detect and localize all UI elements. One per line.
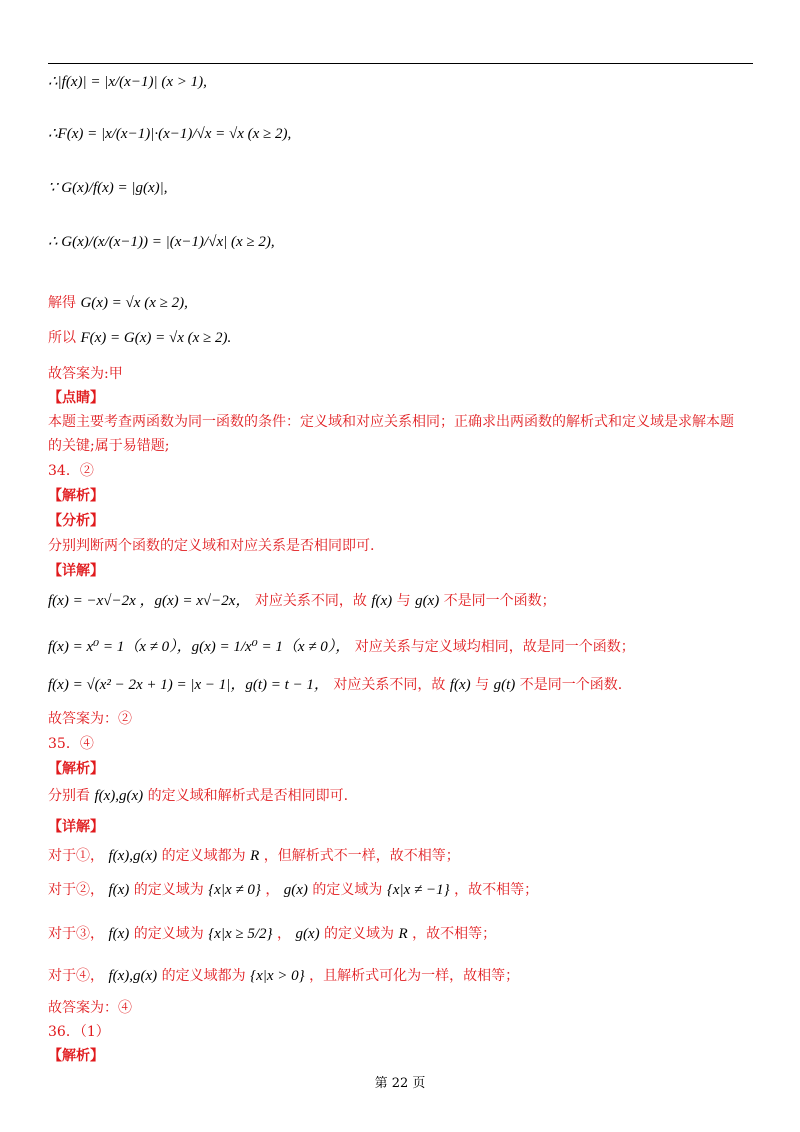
math-line-22 (48, 786, 348, 806)
text-segment: 对于①， (48, 848, 104, 864)
math-line-6 (48, 328, 231, 348)
math-line-3 (48, 178, 168, 198)
math-line-25 (48, 880, 538, 900)
text-segment: 的定义域为 (133, 926, 204, 942)
math-line-5 (48, 293, 188, 313)
text-segment: 的定义域为 (133, 882, 204, 898)
text-segment: 对于④， (48, 968, 104, 984)
text-segment: 所以 (48, 330, 76, 346)
text-segment: 与 (396, 593, 411, 609)
text-segment: ，但解析式不一样，故不相等； (263, 848, 460, 864)
section-heading-xiangjie: 【详解】 (48, 563, 104, 579)
text-segment: 与 (475, 677, 490, 693)
math-expression: {x|x ≠ −1} (386, 882, 450, 898)
text-segment: ，且解析式可化为一样，故相等； (309, 968, 520, 984)
math-expression: F(x) = G(x) = √x (x ≥ 2). (80, 330, 232, 346)
text-segment: 的定义域为 (312, 882, 383, 898)
math-line-27 (48, 966, 519, 986)
page-footer: 第 22 页 (374, 1076, 426, 1091)
text-segment: 的定义域为 (324, 926, 395, 942)
text-segment: 对应关系不同，故 (333, 677, 446, 693)
math-line-24 (48, 846, 460, 866)
math-expression: ∴|f(x)| = |x/(x−1)| (x > 1), (48, 74, 207, 90)
paragraph-line: 本题主要考查两函数为同一函数的条件：定义域和对应关系相同；正确求出两函数的解析式和定义域是求解本题 (48, 414, 734, 430)
math-expression: f(x),g(x) (108, 848, 158, 864)
math-line-4 (48, 232, 275, 252)
text-segment: 的定义域和解析式是否相同即可. (147, 788, 349, 804)
text-segment: 不是同一个函数. (519, 677, 623, 693)
math-expression: ∴F(x) = |x/(x−1)|·(x−1)/√x = √x (x ≥ 2), (48, 126, 292, 142)
math-line-17 (48, 637, 635, 657)
math-line-18 (48, 675, 622, 695)
math-expression: f(x) (449, 677, 471, 693)
section-heading-jiexi: 【解析】 (48, 1048, 104, 1064)
section-heading-jiexi: 【解析】 (48, 761, 104, 777)
paragraph-line: 分别判断两个函数的定义域和对应关系是否相同即可. (48, 538, 375, 554)
math-line-26 (48, 924, 496, 944)
math-expression: f(x) = −x√−2x ，g(x) = x√−2x， (48, 593, 251, 609)
math-expression: g(x) (295, 926, 320, 942)
section-heading-dianjing: 【点睛】 (48, 390, 104, 406)
text-segment: 解得 (48, 295, 76, 311)
text-segment: ，故不相等； (454, 882, 539, 898)
math-expression: f(x) = x⁰ = 1（x ≠ 0），g(x) = 1/x⁰ = 1（x ≠ 0）， (48, 639, 351, 655)
math-expression: g(x) (283, 882, 308, 898)
math-expression: f(x) (108, 882, 130, 898)
math-expression: f(x) = √(x² − 2x + 1) = |x − 1|，g(t) = t − 1， (48, 677, 329, 693)
math-expression: R (250, 848, 260, 864)
math-expression: g(t) (493, 677, 516, 693)
text-segment: ， (265, 882, 280, 898)
paragraph-line: 的关键;属于易错题; (48, 438, 170, 454)
math-expression: g(x) (415, 593, 440, 609)
math-expression: ∴ G(x)/(x/(x−1)) = |(x−1)/√x| (x ≥ 2), (48, 234, 275, 250)
math-expression: ∵ G(x)/f(x) = |g(x)|, (48, 180, 168, 196)
text-segment: 对应关系不同，故 (254, 593, 367, 609)
math-expression: f(x) (108, 926, 130, 942)
math-expression: f(x) (371, 593, 393, 609)
math-expression: {x|x > 0} (250, 968, 305, 984)
question-number: 35．④ (48, 736, 94, 752)
header-rule (48, 63, 753, 64)
text-segment: 的定义域都为 (161, 848, 246, 864)
text-segment: 对于②， (48, 882, 104, 898)
text-segment: ， (276, 926, 291, 942)
answer-line: 故答案为:甲 (48, 366, 123, 382)
text-segment: 不是同一个函数； (443, 593, 556, 609)
math-expression: f(x),g(x) (108, 968, 158, 984)
section-heading-xiangjie: 【详解】 (48, 819, 104, 835)
question-number: 34．② (48, 463, 94, 479)
math-expression: R (398, 926, 408, 942)
text-segment: 的定义域都为 (161, 968, 246, 984)
answer-line: 故答案为：④ (48, 1000, 132, 1016)
text-segment: ，故不相等； (412, 926, 497, 942)
math-line-2 (48, 124, 291, 144)
text-segment: 对应关系与定义域均相同，故是同一个函数； (354, 639, 635, 655)
question-number: 36．（1） (48, 1024, 110, 1040)
math-expression: G(x) = √x (x ≥ 2), (80, 295, 188, 311)
text-segment: 分别看 (48, 788, 90, 804)
math-expression: {x|x ≥ 5/2} (208, 926, 273, 942)
math-expression: f(x),g(x) (94, 788, 144, 804)
math-expression: {x|x ≠ 0} (208, 882, 261, 898)
math-line-16 (48, 591, 556, 611)
section-heading-jiexi: 【解析】 (48, 488, 104, 504)
text-segment: 对于③， (48, 926, 104, 942)
answer-line: 故答案为：② (48, 711, 132, 727)
section-heading-fenxi: 【分析】 (48, 513, 104, 529)
math-line-1 (48, 72, 207, 92)
